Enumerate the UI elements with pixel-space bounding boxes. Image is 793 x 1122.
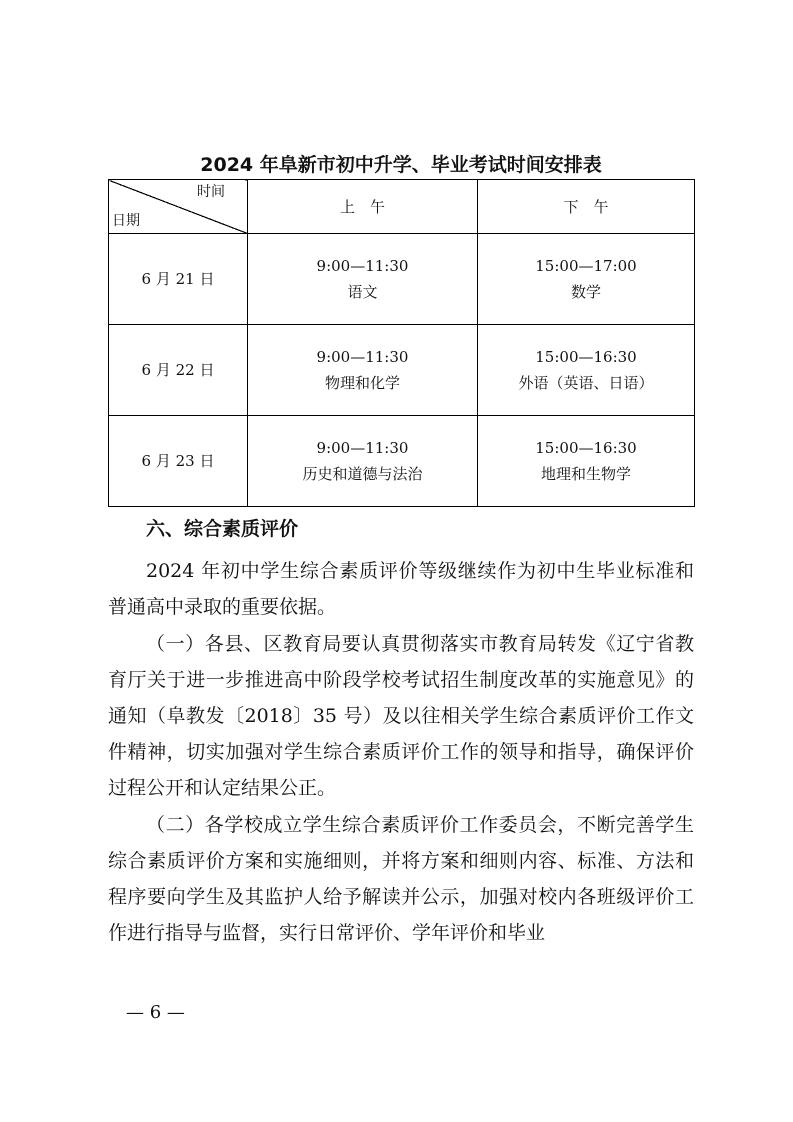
morning-cell	[248, 234, 478, 325]
date-cell: 6 月 23 日	[109, 416, 248, 507]
afternoon-time: 15:00—17:00	[535, 257, 637, 275]
morning-time: 9:00—11:30	[316, 348, 409, 366]
afternoon-time: 15:00—16:30	[535, 439, 637, 457]
morning-subject: 语文	[347, 283, 378, 301]
table-title: 2024 年阜新市初中升学、毕业考试时间安排表	[200, 154, 602, 176]
body-text	[108, 553, 694, 952]
header-time-label: 时间	[197, 184, 225, 200]
table-row	[109, 416, 695, 507]
date-cell: 6 月 21 日	[109, 234, 248, 325]
header-morning: 上 午	[248, 180, 478, 234]
afternoon-subject: 外语（英语、日语）	[518, 374, 654, 392]
afternoon-cell	[478, 234, 695, 325]
morning-subject: 历史和道德与法治	[302, 465, 423, 483]
table-header-row	[109, 180, 695, 234]
afternoon-time: 15:00—16:30	[535, 348, 637, 366]
morning-time: 9:00—11:30	[316, 257, 409, 275]
table-row	[109, 234, 695, 325]
afternoon-cell	[478, 325, 695, 416]
header-afternoon: 下 午	[478, 180, 695, 234]
afternoon-subject: 数学	[570, 283, 601, 301]
afternoon-cell	[478, 416, 695, 507]
morning-time: 9:00—11:30	[316, 439, 409, 457]
diagonal-header-cell	[109, 180, 248, 234]
paragraph: （一）各县、区教育局要认真贯彻落实市教育局转发《辽宁省教育厅关于进一步推进高中阶段学校考试招生制度改革的实施意见》的通知（阜教发〔2018〕35 号）及以往相关学生综合素质评价工作文件精神，切实加强对学生综合素质评价工作的领导和指导，确保评价过程公开和认定结果公正。	[108, 633, 694, 799]
table-row	[109, 325, 695, 416]
afternoon-subject: 地理和生物学	[540, 465, 631, 483]
paragraph: 2024 年初中学生综合素质评价等级继续作为初中生毕业标准和普通高中录取的重要依据。	[108, 560, 694, 618]
morning-cell	[248, 325, 478, 416]
exam-schedule-table	[108, 179, 695, 507]
paragraph: （二）各学校成立学生综合素质评价工作委员会，不断完善学生综合素质评价方案和实施细则，并将方案和细则内容、标准、方法和程序要向学生及其监护人给予解读并公示，加强对校内各班级评价工作进行指导与监督，实行日常评价、学年评价和毕业	[108, 814, 694, 944]
morning-subject: 物理和化学	[324, 374, 400, 392]
date-cell: 6 月 22 日	[109, 325, 248, 416]
page-number: — 6 —	[126, 1002, 185, 1023]
section-heading: 六、综合素质评价	[146, 518, 299, 540]
header-date-label: 日期	[112, 213, 140, 229]
morning-cell	[248, 416, 478, 507]
